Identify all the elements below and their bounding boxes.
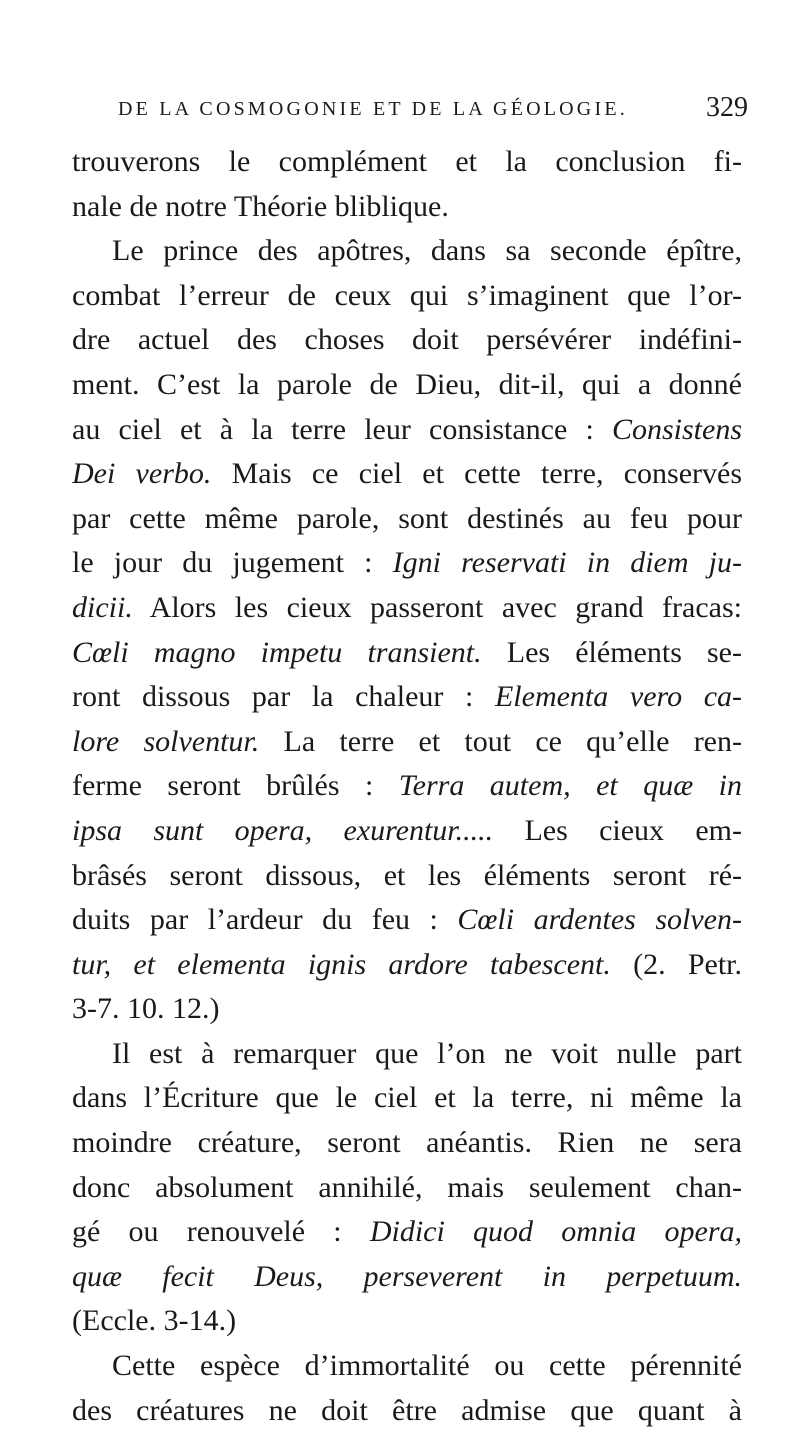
text-segment: des créatures ne doit être admise que quant à (72, 1393, 742, 1427)
text-line (72, 764, 742, 809)
latin-quote: ipsa sunt opera, exurentur..... (72, 813, 494, 847)
text-line (72, 1121, 742, 1166)
text-segment: La terre et tout ce qu’elle ren- (259, 724, 742, 758)
latin-quote: Igni reservati in diem ju- (392, 546, 742, 580)
text-line (72, 318, 742, 363)
latin-quote: Consistens (611, 412, 742, 446)
text-line (72, 1255, 742, 1300)
latin-quote: Cœli magno impetu transient. (72, 635, 482, 669)
text-segment: Il est à remarquer que l’on ne voit nulle part (112, 1036, 742, 1070)
text-line (72, 497, 742, 542)
latin-quote: Dei verbo. (72, 457, 212, 491)
text-line (72, 363, 742, 408)
text-line (72, 1210, 742, 1255)
latin-quote: lore solventur. (72, 724, 260, 758)
text-segment: Les cieux em- (493, 813, 742, 847)
text-segment: Alors les cieux passeront avec grand fracas: (132, 590, 742, 624)
latin-quote: Didici quod omnia opera, (369, 1215, 742, 1249)
text-segment: Mais ce ciel et cette terre, conservés (211, 457, 742, 491)
text-line (72, 898, 742, 943)
latin-quote: Cœli ardentes solven- (457, 903, 742, 937)
text-segment: Les éléments se- (481, 635, 742, 669)
text-line (72, 452, 742, 497)
text-line (72, 1389, 742, 1433)
text-segment: Cette espèce d’immortalité ou cette pérennité (112, 1349, 742, 1383)
text-line (72, 1299, 742, 1344)
page-number: 329 (706, 92, 748, 123)
text-segment: gé ou renouvelé : (72, 1215, 370, 1249)
text-segment: (2. Petr. (610, 947, 742, 981)
text-line (72, 140, 742, 185)
text-line (72, 809, 742, 854)
latin-quote: Terra autem, et quæ in (398, 769, 742, 803)
text-segment: trouverons le complément et la conclusion fi- (72, 145, 742, 178)
text-line (72, 720, 742, 765)
latin-quote: Elementa vero ca- (494, 680, 742, 714)
latin-quote: dicii. (72, 590, 133, 624)
latin-quote: quæ fecit Deus, perseverent in perpetuum. (72, 1259, 742, 1293)
text-segment: ment. C’est la parole de Dieu, dit-il, qui a donné (72, 367, 742, 401)
text-line (72, 987, 742, 1032)
text-line (72, 274, 742, 319)
text-segment: au ciel et à la terre leur consistance : (72, 412, 612, 446)
text-line (72, 943, 742, 988)
running-header (118, 92, 748, 126)
text-segment: ront dissous par la chaleur : (72, 680, 495, 714)
text-line (72, 185, 742, 230)
text-line (72, 408, 742, 453)
text-segment: 3-7. 10. 12.) (72, 992, 220, 1026)
text-segment: nale de notre Théorie bliblique. (72, 189, 449, 223)
text-line (72, 229, 742, 274)
text-line (72, 1076, 742, 1121)
text-line (72, 675, 742, 720)
text-line (72, 586, 742, 631)
text-segment: brâsés seront dissous, et les éléments seront ré- (72, 858, 742, 892)
text-segment: combat l’erreur de ceux qui s’imaginent que l’or- (72, 278, 742, 312)
text-segment: dans l’Écriture que le ciel et la terre, ni même la (72, 1081, 742, 1115)
text-line (72, 1032, 742, 1077)
text-segment: ferme seront brûlés : (72, 769, 399, 803)
text-segment: dre actuel des choses doit persévérer indéfini- (72, 323, 742, 357)
text-segment: le jour du jugement : (72, 546, 393, 580)
text-line (72, 541, 742, 586)
running-title: DE LA COSMOGONIE ET DE LA GÉOLOGIE. (118, 98, 628, 120)
text-segment: moindre créature, seront anéantis. Rien ne sera (72, 1126, 742, 1160)
body-text (72, 140, 742, 1433)
text-segment: par cette même parole, sont destinés au feu pour (72, 501, 742, 535)
latin-quote: tur, et elementa ignis ardore tabescent. (72, 947, 611, 981)
text-segment: donc absolument annihilé, mais seulement chan- (72, 1170, 742, 1204)
text-line (72, 854, 742, 899)
text-segment: (Eccle. 3-14.) (72, 1304, 237, 1338)
text-line (72, 1344, 742, 1389)
text-segment: duits par l’ardeur du feu : (72, 903, 458, 937)
text-line (72, 1166, 742, 1211)
text-segment: Le prince des apôtres, dans sa seconde épître, (112, 234, 742, 268)
text-line (72, 631, 742, 676)
